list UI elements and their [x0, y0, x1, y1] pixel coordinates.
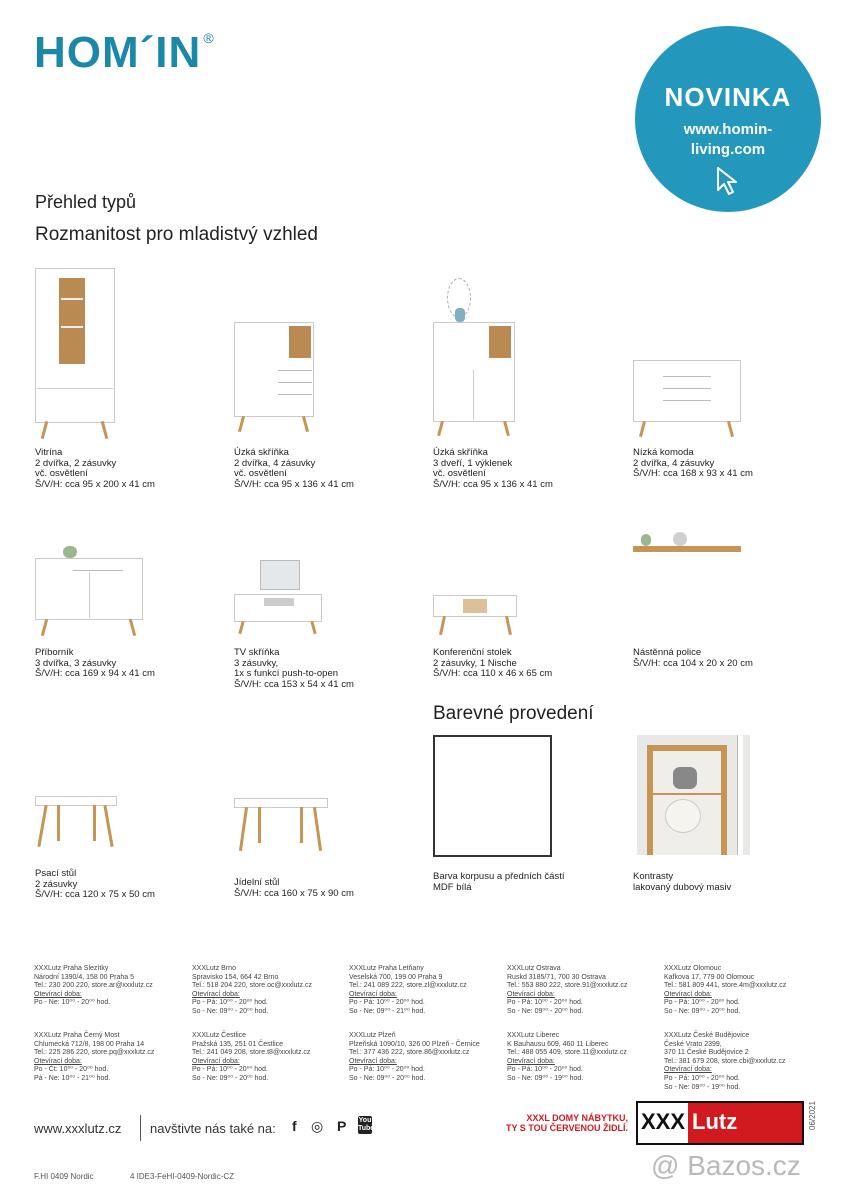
product-image-uzka-skrinka-dvere — [433, 278, 517, 438]
product-caption-pribornik: Příborník 3 dvířka, 3 zásuvky Š/V/H: cca 169 x 94 x 41 cm — [35, 647, 155, 679]
store-contact: XXXLutz Praha Letňany Veselská 700, 199 00 Praha 9 Tel.: 241 089 222, store.zl@xxxlutz.cz Otevírací doba: Po - Pá: 10⁰⁰ - 20⁰⁰ hod. So - Ne: 09⁰⁰ - 21⁰⁰ hod. — [349, 965, 467, 1015]
product-image-pribornik — [35, 546, 145, 638]
product-caption-uzka-skrinka-zasuvky: Úzká skříňka 2 dvířka, 4 zásuvky vč. osvětlení Š/V/H: cca 95 x 136 x 41 cm — [234, 447, 354, 490]
section-subtitle: Rozmanitost pro mladistvý vzhled — [35, 224, 318, 245]
product-caption-vitrina: Vitrína 2 dvířka, 2 zásuvky vč. osvětlení Š/V/H: cca 95 x 200 x 41 cm — [35, 447, 155, 490]
product-image-nizka-komoda — [633, 360, 743, 440]
product-image-jidelni-stul — [234, 798, 330, 852]
section-title-colors: Barevné provedení — [433, 703, 594, 724]
oak-contrast-photo — [637, 735, 750, 855]
product-image-tv-skrinka — [234, 560, 324, 636]
store-contact: XXXLutz Ostrava Ruskd 3185/71, 700 30 Ostrava Tel.: 553 880 222, store.91@xxxlutz.cz Otevírací doba: Po - Pá: 10⁰⁰ - 20⁰⁰ hod. So - Ne: 09⁰⁰ - 20⁰⁰ hod. — [507, 965, 628, 1015]
product-image-vitrina — [35, 268, 117, 443]
pinterest-icon[interactable]: P — [337, 1118, 347, 1134]
finish-caption-white: Barva korpusu a předních částí MDF bílá — [433, 871, 565, 893]
product-caption-jidelni-stul: Jídelní stůl Š/V/H: cca 160 x 75 x 90 cm — [234, 877, 354, 899]
store-contact: XXXLutz Praha Černý Most Chlumecká 712/8, 198 00 Praha 14 Tel.: 225 286 220, store.pq@xxxlutz.cz Otevírací doba: Po - Čt: 10⁰⁰ - 20⁰⁰ hod. Pá - Ne: 10⁰⁰ - 21⁰⁰ hod. — [34, 1032, 155, 1082]
youtube-icon[interactable]: You Tube — [358, 1117, 375, 1132]
xxxlutz-website-link[interactable]: www.xxxlutz.cz — [34, 1121, 122, 1136]
novinka-badge[interactable] — [635, 26, 821, 212]
homin-logo: HOM´IN ® — [34, 28, 215, 77]
social-prompt: navštivte nás také na: — [150, 1121, 276, 1136]
product-image-uzka-skrinka-zasuvky — [234, 322, 316, 434]
product-image-nastenna-police — [633, 532, 743, 556]
store-contact: XXXLutz Plzeň Plzeňská 1090/10, 326 00 Plzeň - Černice Tel.: 377 436 222, store.86@xxxlutz.cz Otevírací doba: Po - Pá: 10⁰⁰ - 20⁰⁰ hod. So - Ne: 09⁰⁰ - 20⁰⁰ hod. — [349, 1032, 480, 1082]
cursor-arrow-icon — [715, 166, 741, 196]
store-contact: XXXLutz Olomouc Kafkova 17, 779 00 Olomouc Tel.: 581 809 441, store.4m@xxxlutz.cz Otevírací doba: Po - Pá: 10⁰⁰ - 20⁰⁰ hod. So - Ne: 09⁰⁰ - 20⁰⁰ hod. — [664, 965, 787, 1015]
product-caption-uzka-skrinka-dvere: Úzká skříňka 3 dveří, 1 výklenek vč. osvětlení Š/V/H: cca 95 x 136 x 41 cm — [433, 447, 553, 490]
product-image-psaci-stul — [35, 796, 121, 848]
product-caption-konferencni-stolek: Konferenční stolek 2 zásuvky, 1 Nische Š/V/H: cca 110 x 46 x 65 cm — [433, 647, 553, 679]
store-contact: XXXLutz Čestlice Pražská 135, 251 01 Čestlice Tel.: 241 049 208, store.t8@xxxlutz.cz Otevírací doba: Po - Pá: 10⁰⁰ - 20⁰⁰ hod. So - Ne: 09⁰⁰ - 20⁰⁰ hod. — [192, 1032, 311, 1082]
instagram-icon[interactable]: ◎ — [311, 1118, 324, 1134]
product-image-konferencni-stolek — [433, 595, 519, 637]
footer-divider — [140, 1115, 141, 1141]
xxxlutz-slogan: XXXL DOMY NÁBYTKU, TY S TOU ČERVENOU ŽIDLÍ. — [505, 1113, 628, 1133]
store-contact: XXXLutz Liberec K Bauhausu 609, 460 11 Liberec Tel.: 488 055 409, store.11@xxxlutz.cz Otevírací doba: Po - Pá: 10⁰⁰ - 20⁰⁰ hod. So - Ne: 09⁰⁰ - 19⁰⁰ hod. — [507, 1032, 627, 1082]
product-caption-tv-skrinka: TV skříňka 3 zásuvky, 1x s funkcí push-to-open Š/V/H: cca 153 x 54 x 41 cm — [234, 647, 354, 690]
color-swatch-white — [433, 735, 552, 857]
product-caption-psaci-stul: Psací stůl 2 zásuvky Š/V/H: cca 120 x 75 x 50 cm — [35, 868, 155, 900]
bazos-watermark: @ Bazos.cz — [651, 1150, 801, 1181]
product-caption-nizka-komoda: Nízká komoda 2 dvířka, 4 zásuvky Š/V/H: cca 168 x 93 x 41 cm — [633, 447, 753, 479]
badge-label: NOVINKA — [664, 82, 792, 112]
store-contact: XXXLutz Praha Slezítky Národní 1390/4, 158 00 Praha 5 Tel.: 230 200 220, store.ar@xxxlutz.cz Otevírací doba: Po - Ne: 10⁰⁰ - 20⁰⁰ hod. — [34, 965, 153, 1007]
store-contact: XXXLutz Brno Spravisko 154, 664 42 Brno Tel.: 518 204 220, store.oc@xxxlutz.cz Otevírací doba: Po - Pá: 10⁰⁰ - 20⁰⁰ hod. So - Ne: 09⁰⁰ - 20⁰⁰ hod. — [192, 965, 312, 1015]
product-caption-nastenna-police: Nástěnná police Š/V/H: cca 104 x 20 x 20 cm — [633, 647, 753, 669]
badge-url[interactable]: www.homin- living.com — [683, 121, 773, 158]
xxxlutz-logo[interactable]: XXX Lutz — [636, 1101, 804, 1145]
facebook-icon[interactable]: f — [292, 1118, 297, 1134]
catalog-code-detail: 4 IDE3-FeHI-0409-Nordic-CZ — [130, 1172, 235, 1181]
store-contact: XXXLutz České Budějovice České Vrato 2399, 370 11 České Budějovice 2 Tel.: 381 679 208, store.cbi@xxxlutz.cz Otevírací doba: Po - Pá: 10⁰⁰ - 20⁰⁰ hod. So - Ne: 09⁰⁰ - 19⁰⁰ hod. — [664, 1032, 786, 1091]
print-date: 06/2021 — [808, 1101, 817, 1130]
finish-caption-oak: Kontrasty lakovaný dubový masiv — [633, 871, 732, 893]
catalog-code: F.HI 0409 Nordic — [34, 1172, 94, 1181]
section-title-overview: Přehled typů — [35, 192, 137, 212]
